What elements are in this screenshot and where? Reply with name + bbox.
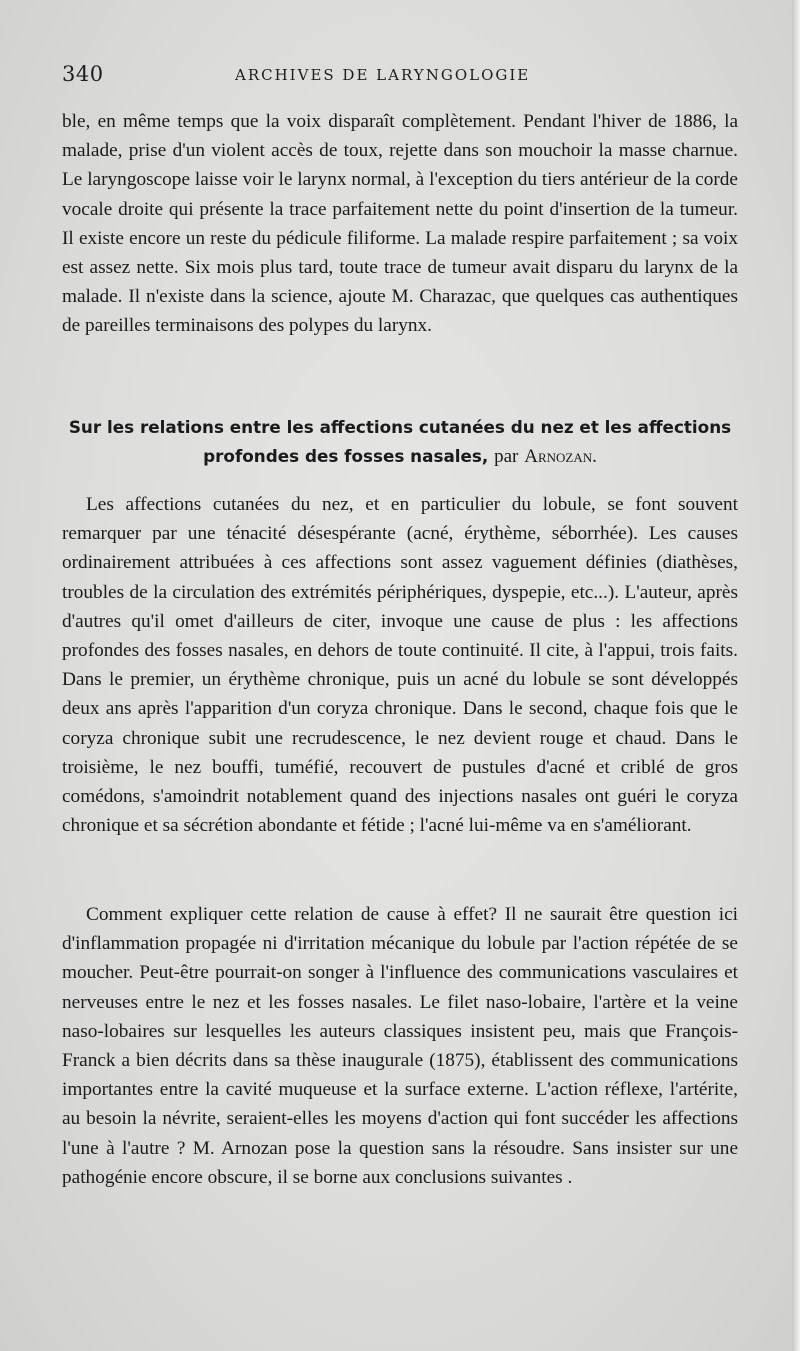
- article-title: [62, 413, 738, 471]
- page-header: [62, 60, 738, 94]
- running-head: ARCHIVES DE LARYNGOLOGIE: [235, 66, 531, 84]
- paragraph-continuation: ble, en même temps que la voix disparaît complètement. Pendant l'hiver de 1886, la malade, prise d'un violent accès de toux, rejette dans son mouchoir la masse charnue. Le laryngoscope laisse voir le larynx normal, à l'exception du tiers antérieur de la corde vocale droite qui présente la trace parfaitement nette du point d'insertion de la tumeur. Il existe encore un reste du pédicule filiforme. La malade respire parfaitement ; sa voix est assez nette. Six mois plus tard, toute trace de tumeur avait disparu du larynx de la malade. Il n'existe dans la science, ajoute M. Charazac, que quelques cas authentiques de pareilles terminaisons des polypes du larynx.: [62, 111, 738, 337]
- article-author: Arnozan.: [524, 446, 597, 467]
- paragraph-body-2: Comment expliquer cette relation de cause à effet? Il ne saurait être question ici d'inflammation propagée ni d'irritation mécanique du lobule par l'action répétée de se moucher. Peut-être pourrait-on songer à l'influence des communications vasculaires et nerveuses entre le nez et les fosses nasales. Le filet naso-lobaire, l'artère et la veine naso-lobaires sur lesquelles les auteurs classiques insistent peu, mais que François-Franck a bien décrits dans sa thèse inaugurale (1875), établissent des communications importantes entre la cavité muqueuse et la surface externe. L'action réflexe, l'artérite, au besoin la névrite, seraient-elles les moyens d'action qui font succéder les affections l'une à l'autre ? M. Arnozan pose la question sans la résoudre. Sans insister sur une pathogénie encore obscure, il se borne aux conclusions suivantes .: [62, 904, 738, 1188]
- article-title-by: par: [494, 446, 519, 467]
- article-title-text: Sur les relations entre les affections cutanées du nez et les affections profondes des fosses nasales,: [68, 417, 732, 466]
- page-number: 340: [62, 62, 104, 86]
- paragraph-body-1: Les affections cutanées du nez, et en particulier du lobule, se font souvent remarquer par une ténacité désespérante (acné, érythème, séborrhée). Les causes ordinairement attribuées à ces affections sont assez vaguement définies (diathèses, troubles de la circulation des extrémités périphériques, dyspepie, etc...). L'auteur, après d'autres qu'il omet d'ailleurs de citer, invoque une cause de plus : les affections profondes des fosses nasales, en dehors de toute continuité. Il cite, à l'appui, trois faits. Dans le premier, un érythème chronique, puis un acné du lobule se sont développés deux ans après l'apparition d'un coryza chronique. Dans le second, chaque fois que le coryza chronique subit une recrudescence, le nez devient rouge et chaud. Dans le troisième, le nez bouffi, tuméfié, recouvert de pustules d'acné et criblé de gros comédons, s'amoindrit notablement quand des injections nasales ont guéri le coryza chronique et sa sécrétion abondante et fétide ; l'acné lui-même va en s'améliorant.: [62, 494, 738, 837]
- page-edge: [792, 0, 800, 1351]
